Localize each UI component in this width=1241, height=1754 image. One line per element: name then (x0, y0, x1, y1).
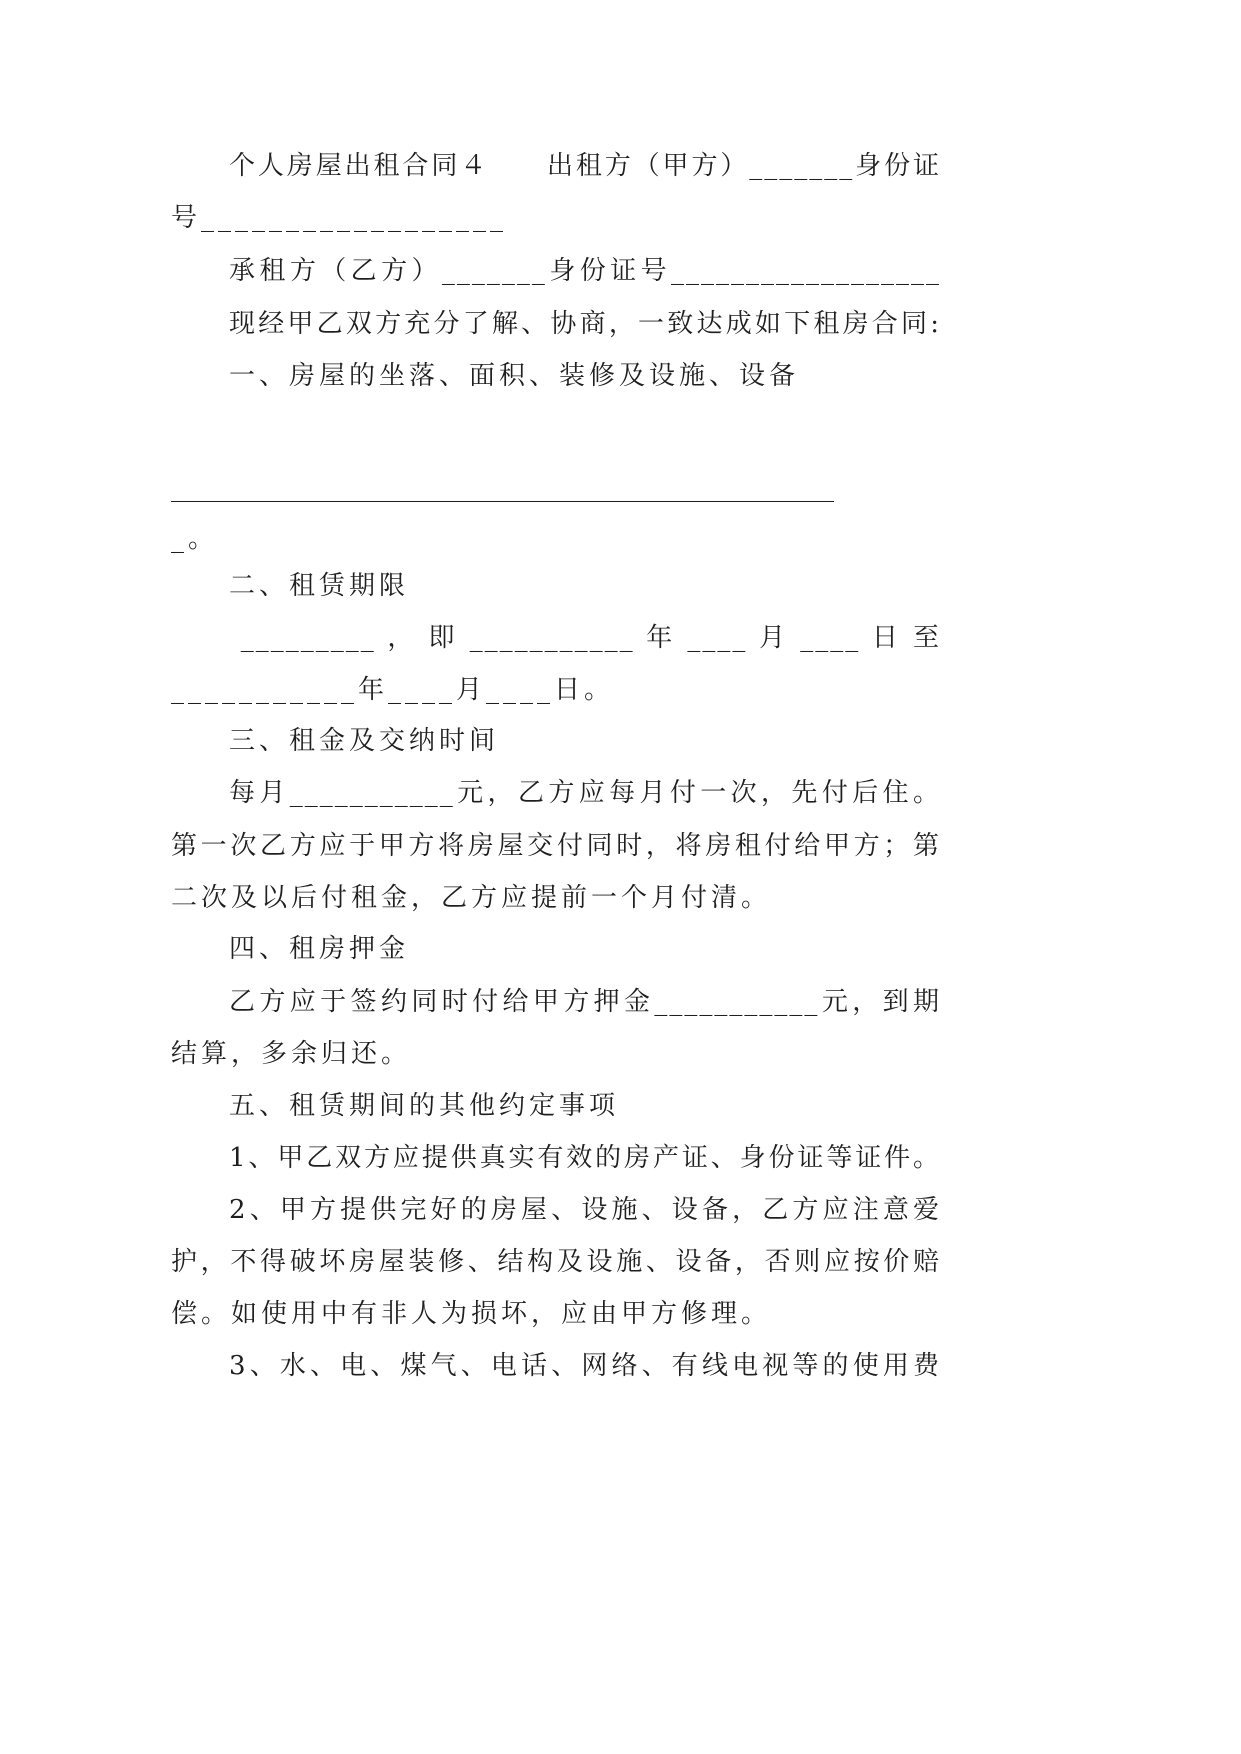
doc-text-line: _________ ， 即 ___________ 年 ____ 月 ____ 日 至 (229, 623, 941, 653)
doc-text-line: 1、甲乙双方应提供真实有效的房产证、身份证等证件。 (229, 1143, 941, 1173)
doc-text-line: 护，不得破坏房屋装修、结构及设施、设备，否则应按价赔 (171, 1247, 941, 1277)
doc-title-line: 个人房屋出租合同４ 出租方（甲方）_______身份证 (229, 151, 941, 181)
doc-text-line: 3、水、电、煤气、电话、网络、有线电视等的使用费 (229, 1351, 941, 1381)
doc-text-line: 号__________________ (171, 203, 508, 233)
doc-text-line: 偿。如使用中有非人为损坏，应由甲方修理。 (171, 1299, 772, 1329)
section-heading-2: 二、租赁期限 (229, 571, 410, 601)
doc-text-line: 现经甲乙双方充分了解、协商，一致达成如下租房合同: (229, 309, 941, 339)
doc-text-line: 二次及以后付租金，乙方应提前一个月付清。 (171, 883, 772, 913)
section-heading-5: 五、租赁期间的其他约定事项 (229, 1091, 620, 1121)
doc-text-line: ___________年____月____日。 (171, 675, 615, 705)
doc-text-line: 乙方应于签约同时付给甲方押金___________元，到期 (229, 987, 941, 1017)
doc-text-line: 2、甲方提供完好的房屋、设施、设备，乙方应注意爱 (229, 1195, 941, 1225)
section-heading-3: 三、租金及交纳时间 (229, 726, 500, 756)
doc-text-line: 每月___________元，乙方应每月付一次，先付后住。 (229, 778, 941, 808)
section-heading-1: 一、房屋的坐落、面积、装修及设施、设备 (229, 361, 800, 391)
doc-text-line: 结算，多余归还。 (171, 1039, 412, 1069)
doc-text-line: _。 (171, 524, 219, 554)
doc-text-line: 承租方（乙方）_______身份证号__________________ (229, 256, 941, 286)
blank-line: ___________________________________________________ (171, 473, 834, 503)
doc-text-line: 第一次乙方应于甲方将房屋交付同时，将房租付给甲方；第 (171, 831, 941, 861)
section-heading-4: 四、租房押金 (229, 934, 410, 964)
